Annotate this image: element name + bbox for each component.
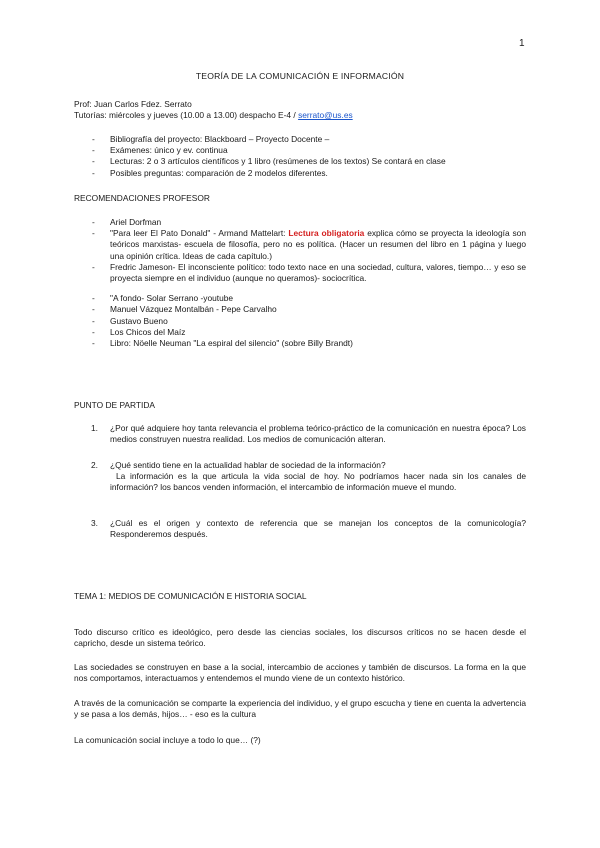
question-2-answer: La información es la que articula la vida social de hoy. No podríamos hacer nada sin los canales de información? los bancos venden información, el intercambio de información mueve el mundo.: [110, 471, 526, 493]
list-item: - "A fondo- Solar Serrano -youtube: [74, 293, 526, 304]
list-item: - "Para leer El Pato Donald" - Armand Mattelart: Lectura obligatoria explica cómo se proyecta la ideología son teóricos marxistas- escuela de filosofía, pero no es política. (Hacer un resumen del libro en 1 página y luego una opinión crítica. Ideas de cada capítulo.): [74, 228, 526, 262]
question-2: 2. ¿Qué sentido tiene en la actualidad hablar de sociedad de la información? La información es la que articula la vida social de hoy. No podríamos hacer nada sin los canales de información? los bancos venden información, el intercambio de información mueve el mundo.: [91, 460, 526, 493]
document-title: TEORÍA DE LA COMUNICACIÓN E INFORMACIÓN: [195, 71, 405, 81]
professor-line: Prof: Juan Carlos Fdez. Serrato: [74, 99, 192, 109]
paragraph: A través de la comunicación se comparte la experiencia del individuo, y el grupo escucha y tiene en cuenta la advertencia y se pasa a los demás, hijos… - eso es la cultura: [74, 698, 526, 720]
list-item: - Lecturas: 2 o 3 artículos científicos y 1 libro (resúmenes de los textos) Se contará en clase: [74, 156, 526, 167]
list-item: - Exámenes: único y ev. continua: [74, 145, 526, 156]
question-1: 1. ¿Por qué adquiere hoy tanta relevancia el problema teórico-práctico de la comunicación en nuestra época? Los medios construyen nuestra realidad. Los medios de comunicación alteran.: [91, 423, 526, 445]
tutorias-line: [74, 110, 526, 121]
list-item: - Libro: Nöelle Neuman "La espiral del silencio" (sobre Billy Brandt): [74, 338, 526, 349]
list-item: - Gustavo Bueno: [74, 316, 526, 327]
list-item: - Bibliografía del proyecto: Blackboard – Proyecto Docente –: [74, 134, 526, 145]
email-link[interactable]: serrato@us.es: [298, 110, 353, 120]
paragraph: Todo discurso crítico es ideológico, pero desde las ciencias sociales, los discursos críticos no se hacen desde el capricho, desde un sistema teórico.: [74, 627, 526, 649]
recommendations-heading: RECOMENDACIONES PROFESOR: [74, 193, 210, 203]
question-3: 3. ¿Cuál es el origen y contexto de referencia que se manejan los conceptos de la comunicología? Responderemos después.: [91, 518, 526, 540]
list-item: - Posibles preguntas: comparación de 2 modelos diferentes.: [74, 168, 526, 179]
list-item: - Los Chicos del Maíz: [74, 327, 526, 338]
list-item: - Manuel Vázquez Montalbán - Pepe Carvalho: [74, 304, 526, 315]
recommendations-list: [74, 217, 526, 349]
page-number: 1: [519, 38, 525, 49]
list-item: - Ariel Dorfman: [74, 217, 526, 228]
start-heading: PUNTO DE PARTIDA: [74, 400, 155, 410]
required-reading-highlight: Lectura obligatoria: [288, 228, 365, 239]
list-item: - Fredric Jameson- El inconsciente político: todo texto nace en una sociedad, cultura, valores, tiempo… y eso se proyecta siempre en el individuo (aunque no queramos)- sociocrítica.: [74, 262, 526, 284]
info-list: [74, 134, 526, 179]
tutorias-text: Tutorías: miércoles y jueves (10.00 a 13.00) despacho E-4 /: [74, 110, 299, 120]
paragraph: Las sociedades se construyen en base a la social, intercambio de acciones y también de discursos. La forma en la que nos comportamos, interactuamos y entendemos el mundo viene de un contexto histórico.: [74, 662, 526, 684]
tema-heading: TEMA 1: MEDIOS DE COMUNICACIÓN E HISTORIA SOCIAL: [74, 591, 307, 601]
paragraph: La comunicación social incluye a todo lo que… (?): [74, 735, 261, 745]
